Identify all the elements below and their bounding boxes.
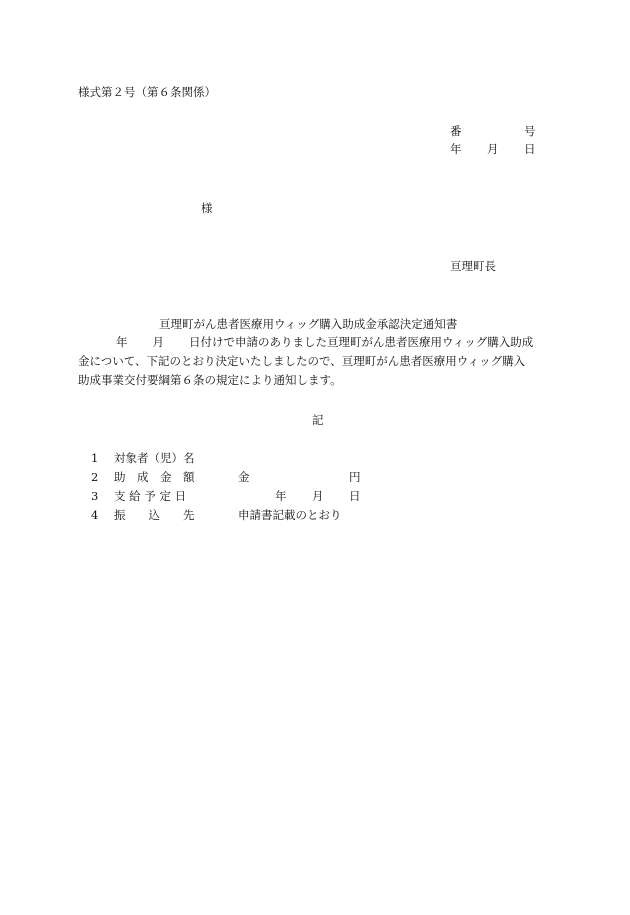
body-line-3: 助成事業交付要綱第６条の規定により通知します。 bbox=[78, 373, 342, 387]
body-month-label: 月 bbox=[152, 335, 164, 349]
date-year-label: 年 bbox=[450, 142, 462, 156]
body-year-label: 年 bbox=[116, 335, 128, 349]
form-number: 様式第２号（第６条関係） bbox=[78, 85, 216, 99]
date-month-label: 月 bbox=[487, 142, 499, 156]
item-2-unit: 円 bbox=[349, 470, 361, 484]
item-4-value: 申請書記載のとおり bbox=[238, 508, 342, 522]
body-line-2: 金について、下記のとおり決定いたしましたので、亘理町がん患者医療用ウィッグ購入 bbox=[78, 354, 526, 368]
item-3-number: 3 bbox=[91, 489, 99, 503]
item-2-number: 2 bbox=[91, 470, 99, 484]
addressee-honorific: 様 bbox=[201, 201, 213, 215]
item-2-value: 金 bbox=[238, 470, 250, 484]
doc-number-go: 号 bbox=[524, 124, 536, 138]
body-line-1 bbox=[78, 334, 560, 350]
item-1-number: 1 bbox=[91, 451, 99, 465]
date-day-label: 日 bbox=[524, 142, 536, 156]
sender-name: 亘理町長 bbox=[450, 259, 496, 273]
body-line-1-text: 日付けで申請のありました亘理町がん患者医療用ウィッグ購入助成 bbox=[189, 335, 534, 349]
ki-heading: 記 bbox=[312, 413, 324, 427]
item-3-year-label: 年 bbox=[275, 489, 287, 503]
item-1-label: 対象者（児）名 bbox=[114, 451, 195, 465]
item-3-month-label: 月 bbox=[312, 489, 324, 503]
item-3-label: 支 給 予 定 日 bbox=[114, 489, 187, 503]
item-4-number: 4 bbox=[91, 508, 99, 522]
document-title: 亘理町がん患者医療用ウィッグ購入助成金承認決定通知書 bbox=[159, 317, 458, 331]
item-4-label: 振 込 先 bbox=[114, 508, 195, 522]
item-3-day-label: 日 bbox=[349, 489, 361, 503]
item-2-label: 助 成 金 額 bbox=[114, 470, 195, 484]
doc-number-ban: 番 bbox=[450, 124, 462, 138]
